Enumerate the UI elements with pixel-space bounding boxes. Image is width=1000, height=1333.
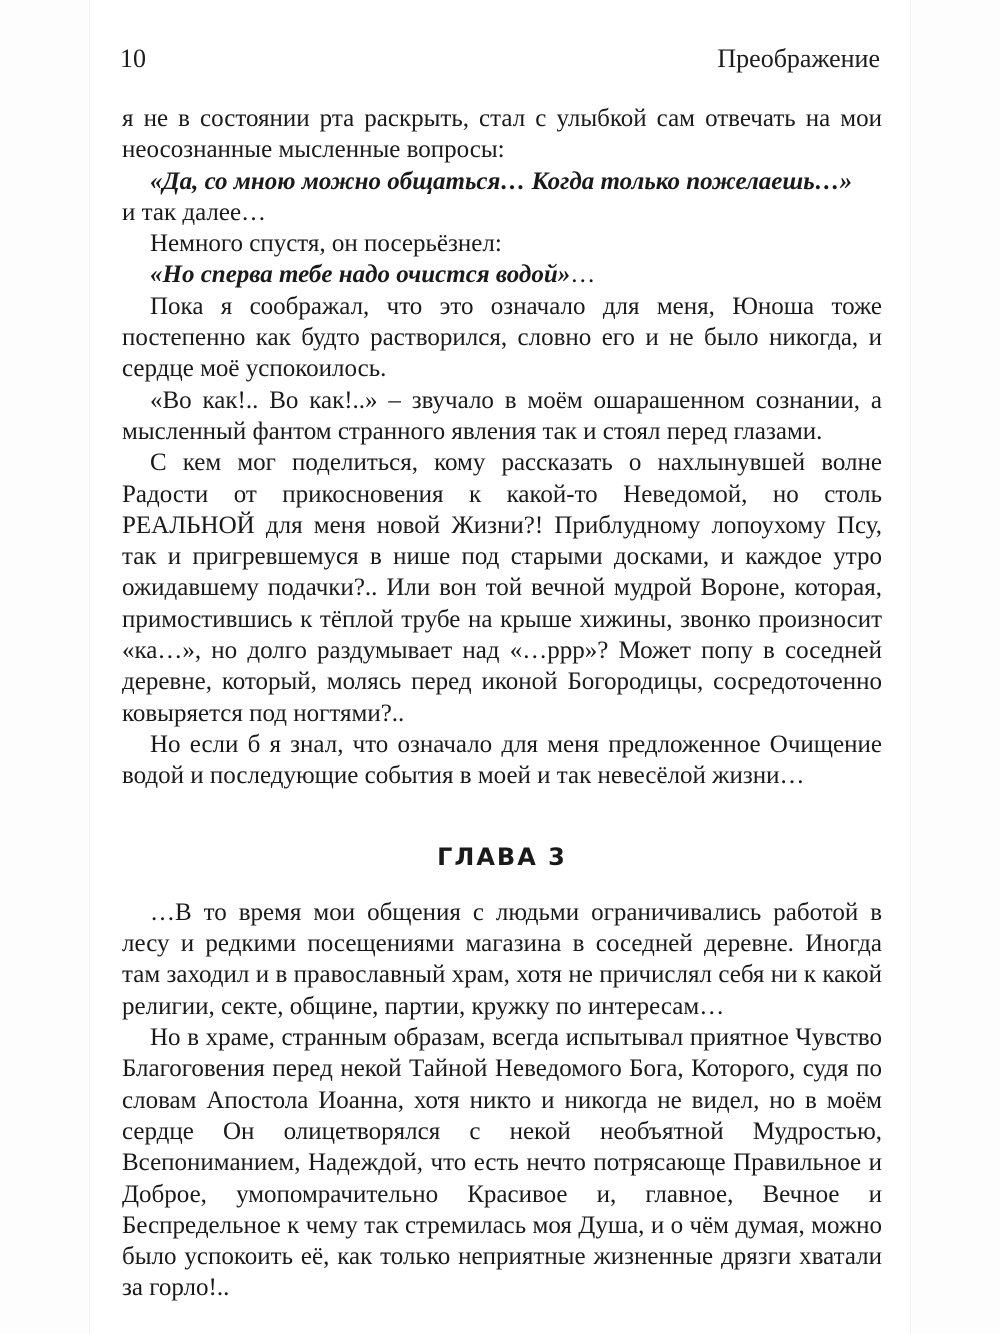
quote-paragraph: «Да, со мною можно общаться… Когда только пожелаешь…» xyxy=(150,167,853,195)
paragraph: Пока я соображал, что это означало для меня, Юноша тоже постепенно как будто растворился, словно его и не было никогда, и сердце моё успокоилось. xyxy=(122,292,882,383)
body-text xyxy=(122,103,882,1304)
chapter-heading: ГЛАВА 3 xyxy=(437,842,567,871)
paragraph: …В то время мои общения с людьми ограничивались работой в лесу и редкими посещениями магазина в соседней деревне. Иногда там заходил и в православный храм, хотя не причислял себя ни к какой религии, секте, общине, партии, кружку по интересам… xyxy=(122,898,882,1020)
quote-text: «Но сперва тебе надо очистся водой» xyxy=(150,261,571,289)
paragraph: и так далее… xyxy=(122,198,267,226)
book-page xyxy=(90,0,910,1333)
running-head xyxy=(120,44,880,80)
running-title: Преображение xyxy=(717,44,880,73)
paragraph: С кем мог поделиться, кому рассказать о нахлынувшей волне Радости от прикосновения к какой-то Неведомой, но столь РЕАЛЬНОЙ для меня новой Жизни?! Приблудному лопоухому Псу, так и пригревшемуся в нише под старыми досками, и каждое утро ожидавшему подачки?.. Или вон той вечной мудрой Вороне, которая, примостившись к тёплой трубе на крыше хижины, звонко произносит «ка…», но долго раздумывает над «…ррр»? Может попу в соседней деревне, который, молясь перед иконой Богородицы, сосредоточенно ковыряется под ногтями?.. xyxy=(122,449,882,727)
quote-paragraph xyxy=(122,259,882,290)
page-number: 10 xyxy=(120,44,146,73)
quote-ellipsis: … xyxy=(570,261,596,289)
paragraph: Но если б я знал, что означало для меня предложенное Очищение водой и последующие события в моей и так невесёлой жизни… xyxy=(122,730,882,790)
paragraph: Немного спустя, он посерьёзнел: xyxy=(150,230,502,258)
paragraph: Но в храме, странным образам, всегда испытывал приятное Чувство Благоговения перед некой Тайной Неведомого Бога, Которого, судя по словам Апостола Иоанна, хотя никто и никогда не видел, но в моём сердце Он олицетворялся с некой необъятной Мудростью, Всепониманием, Надеждой, что есть нечто потрясающе Правильное и Доброе, умопомрачительно Красивое и, главное, Вечное и Беспредельное к чему так стремилась моя Душа, и о чём думая, можно было успокоить её, как только неприятные жизненные дрязги хватали за горло!.. xyxy=(122,1024,882,1302)
paragraph: я не в состоянии рта раскрыть, стал с улыбкой сам отвечать на мои неосознанные мысленные вопросы: xyxy=(122,105,882,164)
paragraph: «Во как!.. Во как!..» – звучало в моём ошарашенном сознании, а мысленный фантом странного явления так и стоял перед глазами. xyxy=(122,386,882,445)
